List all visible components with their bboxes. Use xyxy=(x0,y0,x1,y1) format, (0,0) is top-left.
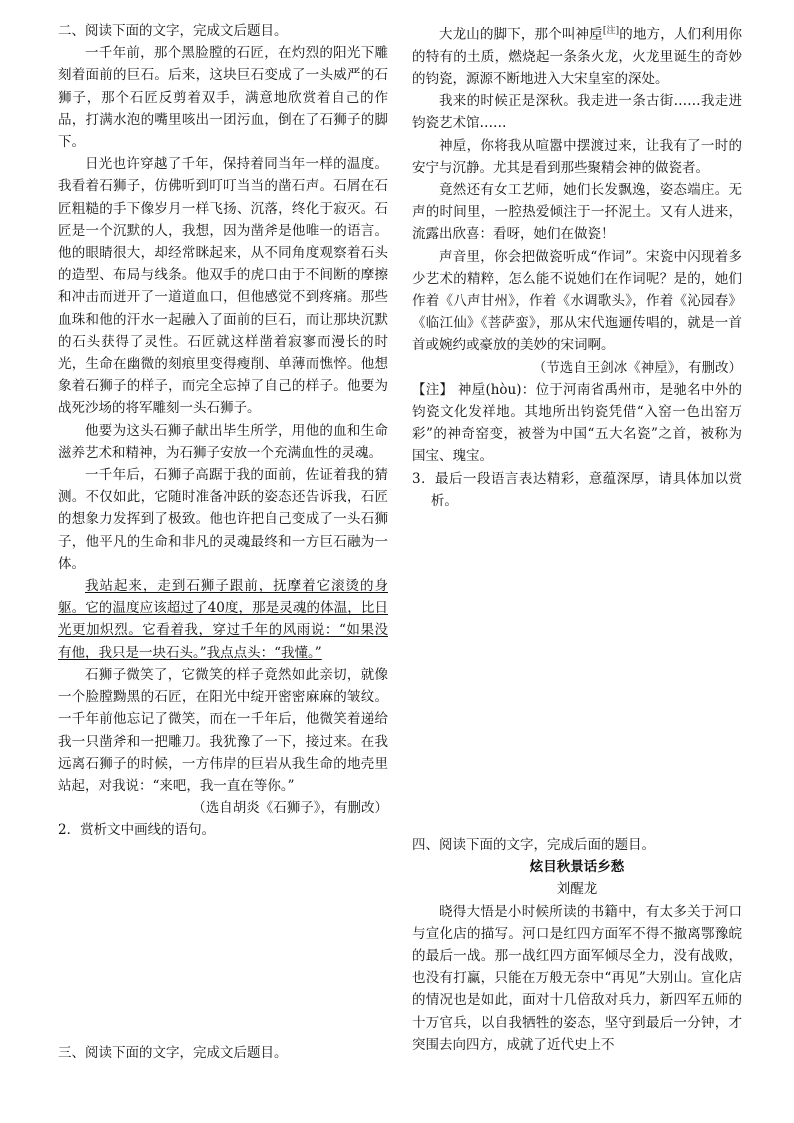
paragraph-text: 的地方，人们利用你的特有的土质，燃烧起一条条火龙，火龙里诞生的奇妙的钧瓷，源源不断地进入大宋皇室的深处。 xyxy=(412,26,742,87)
source-citation: （选自胡炎《石狮子》，有删改） xyxy=(192,800,388,817)
footnote-marker: [注] xyxy=(602,26,620,36)
question-2: 2．赏析文中画线的语句。 xyxy=(58,822,216,839)
article-author: 刘醒龙 xyxy=(556,881,598,898)
paragraph: 一千年前，那个黑脸膛的石匠，在灼烈的阳光下雕刻着面前的巨石。后来，这块巨石变成了一头威严的石狮子，那个石匠反剪着双手，满意地欣赏着自己的作品，打满水泡的嘴里咳出一团污血，倒在了石狮子的脚下。 xyxy=(58,45,388,151)
right-column xyxy=(412,20,742,512)
paragraph: 他要为这头石狮子献出毕生所学，用他的血和生命滋养艺术和精神，为石狮子安放一个充满血性的灵魂。 xyxy=(58,422,388,461)
paragraph: 声音里，你会把做瓷听成“作词”。宋瓷中闪现着多少艺术的精粹，怎么能不说她们在作词呢？是的，她们作着《八声甘州》，作着《水调歌头》，作着《沁园春》《临江仙》《菩萨蛮》，那从宋代迤逦传唱的，就是一首首或婉约或豪放的美妙的宋词啊。 xyxy=(412,248,742,354)
section-2-heading: 二、阅读下面的文字，完成文后题目。 xyxy=(58,23,288,39)
paragraph: 晓得大悟是小时候所读的书籍中，有太多关于河口与宣化店的描写。河口是红四方面军不得不撤离鄂豫皖的最后一战。那一战红四方面军倾尽全力，没有战败，也没有打赢，只能在万般无奈中“再见”大别山。宣化店的情况也是如此，面对十几倍敌对兵力，新四军五师的十万官兵，以自我牺牲的姿态，坚守到最后一分钟，才突围去向四方，成就了近代史上不 xyxy=(412,903,742,1053)
paragraph-text: 大龙山的脚下，那个叫神垕 xyxy=(439,26,603,43)
paragraph: 我来的时候正是深秋。我走进一条古街……我走进钧瓷艺术馆…… xyxy=(412,93,742,132)
section-3-heading: 三、阅读下面的文字，完成文后题目。 xyxy=(58,1045,288,1061)
left-column xyxy=(58,20,388,842)
article-title: 炫目秋景话乡愁 xyxy=(529,859,625,876)
paragraph: 神垕，你将我从喧嚣中摆渡过来，让我有了一时的安宁与沉静。尤其是看到那些聚精会神的做瓷者。 xyxy=(412,137,742,176)
underlined-paragraph: 我站起来，走到石狮子跟前，抚摩着它滚烫的身躯。它的温度应该超过了40度，那是灵魂的体温，比日光更加炽烈。它看着我，穿过千年的风雨说：“如果没有他，我只是一块石头。”我点点头：“我懂。” xyxy=(58,578,388,661)
paragraph: 石狮子微笑了，它微笑的样子竟然如此亲切，就像一个脸膛黝黑的石匠，在阳光中绽开密密麻麻的皱纹。一千年前他忘记了微笑，而在一千年后，他微笑着递给我一只凿斧和一把雕刀。我犹豫了一下，接过来。在我远离石狮子的时候，一方伟岸的巨岩从我生命的地壳里站起，对我说：“来吧，我一直在等你。” xyxy=(58,666,388,794)
paragraph: 竟然还有女工艺师，她们长发飘逸，姿态端庄。无声的时间里，一腔热爱倾注于一抔泥土。又有人进来，流露出欣喜：看呀，她们在做瓷！ xyxy=(412,181,742,243)
footnote: 【注】 神垕(hòu)：位于河南省禹州市，是驰名中外的钧瓷文化发祥地。其地所出钧瓷凭借“入窑一色出窑万彩”的神奇窑变，被誉为中国“五大名瓷”之首，被称为国宝、瑰宝。 xyxy=(412,381,742,465)
paragraph xyxy=(412,20,742,90)
paragraph: 一千年后，石狮子高踞于我的面前，佐证着我的猜测。不仅如此，它随时准备冲跃的姿态还告诉我，石匠的想象力发挥到了极致。他也许把自己变成了一头石狮子，他平凡的生命和非凡的灵魂最终和一方巨石融为一体。 xyxy=(58,467,388,572)
section-4 xyxy=(412,834,742,1077)
source-citation: （节选自王剑冰《神垕》，有删改） xyxy=(532,359,742,376)
question-3: 3．最后一段语言表达精彩，意蕴深厚，请具体加以赏析。 xyxy=(412,470,742,509)
paragraph: 日光也许穿越了千年，保持着同当年一样的温度。我看着石狮子，仿佛听到叮叮当当的凿石声。石屑在石匠粗糙的手下像岁月一样飞扬、沉落，终化于寂灭。石匠是一个沉默的人，我想，因为凿斧是他唯一的语言。他的眼睛很大，却经常眯起来，从不同角度观察着石头的造型、布局与线条。他双手的虎口由于不间断的摩擦和冲击而迸开了一道道血口，但他感觉不到疼痛。那些血珠和他的汗水一起融入了面前的巨石，而让那块沉默的石头获得了灵性。石匠就这样凿着寂寥而漫长的时光，生命在幽微的刻痕里变得瘦削、单薄而憔悴。他想象着石狮子的样子，而完全忘掉了自己的样子。他要为战死沙场的将军雕刻一头石狮子。 xyxy=(58,156,388,417)
section-4-heading: 四、阅读下面的文字，完成后面的题目。 xyxy=(412,837,655,853)
